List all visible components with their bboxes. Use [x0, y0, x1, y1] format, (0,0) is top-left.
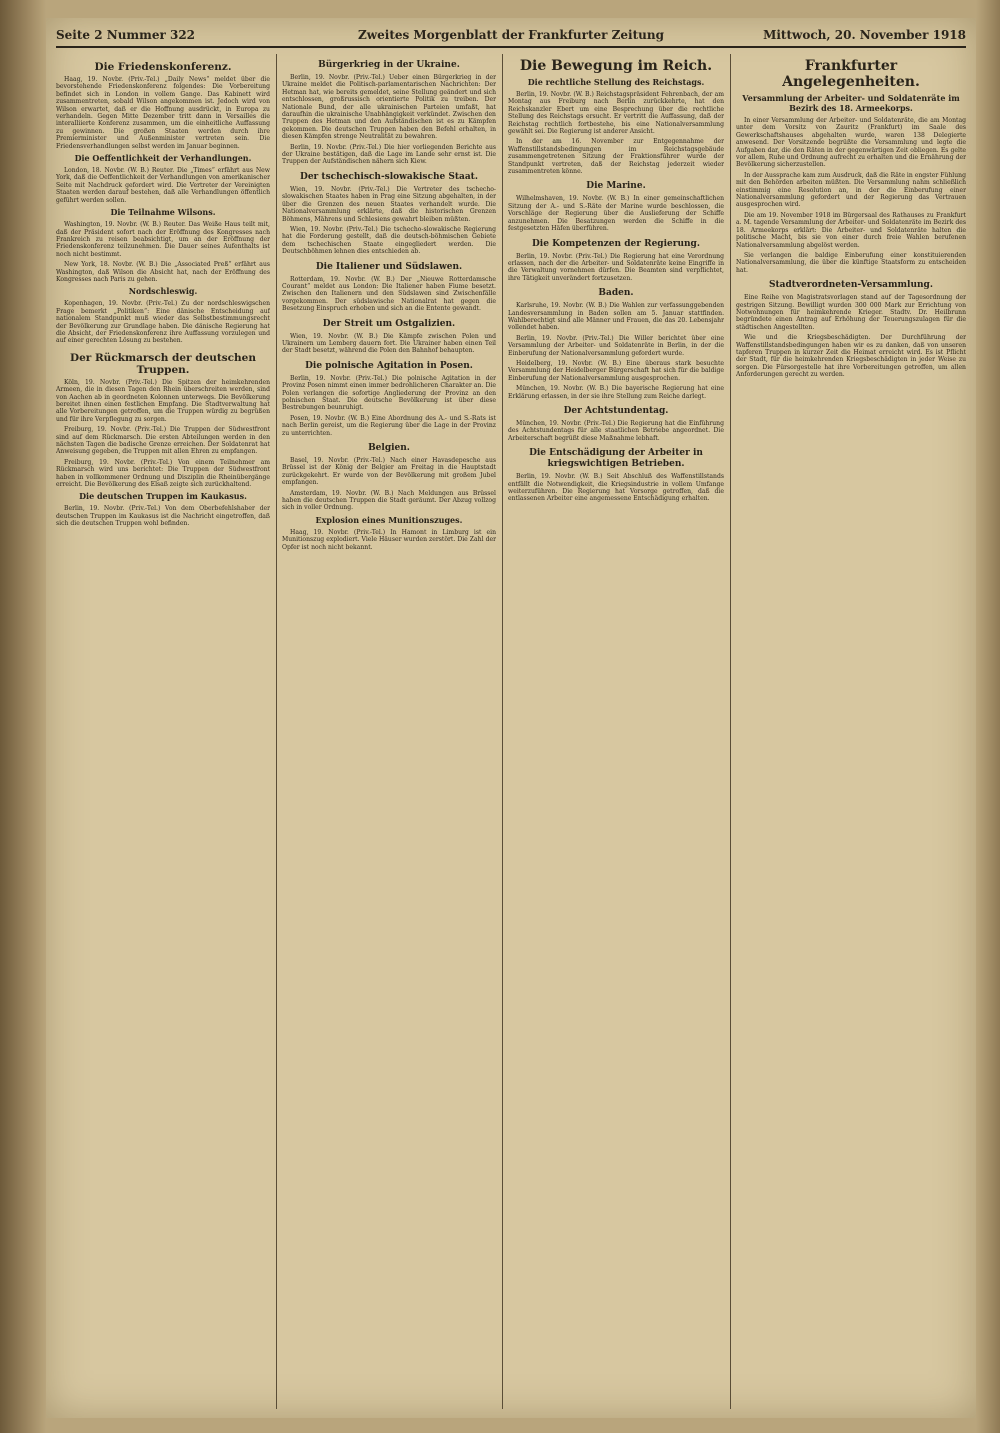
article-text: Kopenhagen, 19. Novbr. (Priv.-Tel.) Zu der nordschleswigschen Frage bemerkt „Politiken“: Eine dänische Entscheidung auf nationalem Standpunkt muß wieder das Selbstbestimmungsrecht der Bevölkerung zur Grundlage haben. Die dänische Regierung hat die Absicht, der Friedenskonferenz ihre Auffassung vorzulegen und auf einer gerechten Lösung zu bestehen.: [56, 300, 270, 345]
headline-belgien: Belgien.: [368, 443, 410, 454]
column-4: [736, 54, 966, 1409]
headline-friedenskonferenz: Die Friedenskonferenz.: [94, 61, 232, 73]
masthead: [56, 24, 966, 48]
page-number: Seite 2 Nummer 322: [56, 28, 196, 42]
newspaper-page: [46, 18, 976, 1418]
headline-italiener: Die Italiener und Südslawen.: [315, 261, 463, 272]
article-text: Eine Reihe von Magistratsvorlagen stand auf der Tagesordnung der gestrigen Sitzung. Bewilligt wurden 300 000 Mark zur Errichtung von Notwohnungen für heimkehrende Krieger. Stadtv. Dr. Heilbrunn begründete einen Antrag auf Erhöhung der Teuerungszulagen für die städtischen Angestellten.: [736, 294, 966, 331]
article-text: Basel, 19. Novbr. (Priv.-Tel.) Nach einer Havasdepesche aus Brüssel ist der König der Belgier am Freitag in die Hauptstadt zurückgekehrt. Er wurde von der Bevölkerung mit großem Jubel empfangen.: [282, 457, 496, 487]
book-binding: [0, 0, 46, 1433]
subheadline: Explosion eines Munitionszuges.: [315, 514, 463, 525]
subheadline: Die deutschen Truppen im Kaukasus.: [79, 491, 247, 502]
article-text: Berlin, 19. Novbr. (Priv.-Tel.) Die hier vorliegenden Berichte aus der Ukraine bestätigen, daß die Lage im Lande sehr ernst ist. Die Truppen der Aufständischen nähern sich Kiew.: [282, 143, 496, 166]
article-text: Die am 19. November 1918 im Bürgersaal des Rathauses zu Frankfurt a. M. tagende Versammlung der Arbeiter- und Soldatenräte im Bezirk des 18. Armeekorps erklärt: Die Arbeiter- und Soldatenräte halten die politische Macht, bis sie von einer durch freie Wahlen berufenen Nationalversammlung abgelöst werden.: [736, 211, 966, 249]
article-text: Heidelberg, 19. Novbr. (W. B.) Eine überaus stark besuchte Versammlung der Heidelberger Bürgerschaft hat sich für die baldige Einberufung der Nationalversammlung ausgesprochen.: [508, 359, 724, 382]
subheadline: Versammlung der Arbeiter- und Soldatenräte im Bezirk des 18. Armeekorps.: [742, 93, 960, 113]
article-text: Wie und die Kriegsbeschädigten. Der Durchführung der Waffenstillstandsbedingungen haben wir es zu danken, daß von unseren tapferen Truppen in kurzer Zeit die Heimat erreicht wird. Es ist Pflicht der Stadt, für die heimkehrenden Kriegsbeschädigten in jeder Weise zu sorgen. Die Fürsorgestelle hat ihre Vorbereitungen getroffen, um allen Anforderungen gerecht zu werden.: [736, 334, 966, 379]
headline-stadtverordneten: Stadtverordneten-Versammlung.: [769, 280, 933, 291]
column-1: [56, 54, 270, 1409]
headline-achtstundentag: Der Achtstundentag.: [563, 406, 669, 416]
headline-tschechoslowakei: Der tschechisch-slowakische Staat.: [300, 171, 478, 182]
page-edge: [976, 0, 1000, 1433]
column-rule: [276, 54, 277, 1409]
article-text: Berlin, 19. Novbr. (Priv.-Tel.) Ueber einen Bürgerkrieg in der Ukraine meldet die Politisch-parlamentarischen Nachrichten: Der Hetman hat, wie bereits gemeldet, seine Stellung geändert und sich entschlossen, großrussisch orientierte Politik zu treiben. Der Nationale Bund, der alle ukrainischen Parteien umfaßt, hat daraufhin die ukrainische Unabhängigkeit verkündet. Zwischen den Truppen des Hetman und den Aufständischen ist es zu Kämpfen gekommen. Die deutschen Truppen haben den Befehl erhalten, in diesen Kämpfen strenge Neutralität zu bewahren.: [282, 74, 496, 141]
article-text: Posen, 19. Novbr. (W. B.) Eine Abordnung des A.- und S.-Rats ist nach Berlin gereist, um die Regierung über die Lage in der Provinz zu unterrichten.: [282, 414, 496, 437]
headline-baden: Baden.: [598, 288, 634, 299]
headline-ukraine: Bürgerkrieg in der Ukraine.: [318, 60, 460, 70]
headline-rueckmarsch: Der Rückmarsch der deutschen Truppen.: [69, 351, 256, 376]
column-2: [282, 54, 496, 1409]
article-text: New York, 18. Novbr. (W. B.) Die „Associated Preß“ erfährt aus Washington, daß Wilson die Absicht hat, nach der Eröffnung des Kongresses nach Paris zu gehen.: [56, 261, 270, 283]
headline-entschaedigung: Die Entschädigung der Arbeiter in kriegswichtigen Betrieben.: [529, 448, 703, 470]
article-text: Washington, 19. Novbr. (W. B.) Reuter. Das Weiße Haus teilt mit, daß der Präsident sofort nach der Eröffnung des Kongresses nach Frankreich zu reisen beabsichtigt, um an der Eröffnung der Friedenskonferenz teilzunehmen. Die Dauer seines Aufenthalts ist noch nicht bestimmt.: [56, 221, 270, 258]
article-text: London, 18. Novbr. (W. B.) Reuter. Die „Times“ erfährt aus New York, daß die Oeffentlichkeit der Verhandlungen von amerikanischer Seite mit Nachdruck gefordert wird. Die Vertreter der Vereinigten Staaten werden darauf bestehen, daß alle Verhandlungen öffentlich geführt werden sollen.: [56, 167, 270, 204]
issue-date: Mittwoch, 20. November 1918: [763, 28, 966, 42]
article-text: Freiburg, 19. Novbr. (Priv.-Tel.) Die Truppen der Südwestfront sind auf dem Rückmarsch. Die ersten Abteilungen werden in den nächsten Tagen die badische Grenze erreichen. Der Soldatenrat hat Anweisung gegeben, die Truppen mit allen Ehren zu empfangen.: [56, 426, 270, 456]
article-text: Berlin, 19. Novbr. (W. B.) Seit Abschluß des Waffenstillstands entfällt die Notwendigkeit, die Kriegsindustrie in vollem Umfange weiterzuführen. Die Regierung hat Vorsorge getroffen, daß die entlassenen Arbeiter eine angemessene Entschädigung erhalten.: [508, 473, 724, 503]
article-text: Berlin, 19. Novbr. (Priv.-Tel.) Von dem Oberbefehlshaber der deutschen Truppen im Kaukasus ist die Nachricht eingetroffen, daß sich die deutschen Truppen wohl befinden.: [56, 505, 270, 528]
headline-ostgalizien: Der Streit um Ostgalizien.: [322, 318, 456, 329]
article-text: Berlin, 19. Novbr. (W. B.) Reichstagspräsident Fehrenbach, der am Montag aus Freiburg nach Berlin zurückkehrte, hat den Reichskanzler Ebert um eine Besprechung über die rechtliche Stellung des Reichstags ersucht. Er vertritt die Auffassung, daß der Reichstag rechtlich fortbestehe, bis eine Nationalversammlung gewählt sei. Die Regierung ist anderer Ansicht.: [508, 91, 724, 136]
article-text: Wien, 19. Novbr. (W. B.) Die Kämpfe zwischen Polen und Ukrainern um Lemberg dauern fort. Die Ukrainer haben einen Teil der Stadt besetzt, während die Polen den Bahnhof behaupten.: [282, 332, 496, 355]
article-text: Berlin, 19. Novbr. (Priv.-Tel.) Die polnische Agitation in der Provinz Posen nimmt einen immer bedrohlicheren Charakter an. Die Polen verlangen die sofortige Angliederung der Provinz an den polnischen Staat. Die deutsche Bevölkerung ist über diese Bestrebungen beunruhigt.: [282, 374, 496, 412]
article-text: Köln, 19. Novbr. (Priv.-Tel.) Die Spitzen der heimkehrenden Armeen, die in diesen Tagen den Rhein überschreiten werden, sind von Aachen ab in geordneten Kolonnen unterwegs. Die Bevölkerung bereitet ihnen einen festlichen Empfang. Die Stadtverwaltung hat alle Vorbereitungen getroffen, um die Truppen würdig zu begrüßen und für ihre Verpflegung zu sorgen.: [56, 378, 270, 423]
subheadline: Die rechtliche Stellung des Reichstags.: [527, 77, 705, 87]
headline-posen: Die polnische Agitation in Posen.: [305, 360, 473, 371]
headline-bewegung-im-reich: Die Bewegung im Reich.: [519, 58, 713, 74]
article-text: Wien, 19. Novbr. (Priv.-Tel.) Die Vertreter des tschecho-slowakischen Staates haben in Prag eine Sitzung abgehalten, in der über die Grenzen des neuen Staates verhandelt wurde. Die Nationalversammlung erklärte, daß die historischen Grenzen Böhmens, Mährens und Schlesiens gewahrt bleiben müßten.: [282, 185, 496, 223]
article-text: Haag, 19. Novbr. (Priv.-Tel.) „Daily News“ meldet über die bevorstehende Friedenskonferenz folgendes: Die Vorbereitung befindet sich in London in vollem Gange. Das Kabinett wird zusammentreten, sobald Wilson angekommen ist. Jedoch wird von Wilson erwartet, daß er die Hoffnung ausdrückt, in Europa zu verhandeln. Gegen Mitte Dezember tritt dann in Versailles die interalliierte Konferenz zusammen, um die einheitliche Auffassung zu gewinnen. Die großen Staaten werden durch ihre Premierminister und Außenminister vertreten sein. Die Friedensverhandlungen selbst werden im Januar beginnen.: [56, 76, 270, 150]
article-text: In einer Versammlung der Arbeiter- und Soldatenräte, die am Montag unter dem Vorsitz von Zauritz (Frankfurt) im Saale des Gewerkschaftshauses abgehalten wurde, waren 138 Delegierte anwesend. Der Vorsitzende begrüßte die Versammlung und legte die Aufgaben dar, die den Räten in der gegenwärtigen Zeit obliegen. Es gelte vor allem, Ruhe und Ordnung aufrecht zu erhalten und die Ernährung der Bevölkerung sicherzustellen.: [736, 117, 966, 169]
article-text: Sie verlangen die baldige Einberufung einer konstituierenden Nationalversammlung, die über die künftige Staatsform zu entscheiden hat.: [736, 251, 966, 274]
article-text: München, 19. Novbr. (W. B.) Die bayerische Regierung hat eine Erklärung erlassen, in der sie ihre Stellung zum Reiche darlegt.: [508, 385, 724, 400]
headline-frankfurter-angelegenheiten: Frankfurter Angelegenheiten.: [782, 58, 920, 90]
column-rule: [730, 54, 731, 1409]
article-text: Berlin, 19. Novbr. (Priv.-Tel.) Die Willer berichtet über eine Versammlung der Arbeiter- und Soldatenräte in Berlin, in der die Einberufung der Nationalversammlung gefordert wurde.: [508, 334, 724, 357]
article-text: Wien, 19. Novbr. (Priv.-Tel.) Die tschecho-slowakische Regierung hat die Forderung gestellt, daß die deutsch-böhmischen Gebiete dem tschechischen Staate eingegliedert werden. Die Deutschböhmen lehnen dies entschieden ab.: [282, 225, 496, 256]
article-text: Haag, 19. Novbr. (Priv.-Tel.) In Hamont in Limburg ist ein Munitionszug explodiert. Viele Häuser wurden zerstört. Die Zahl der Opfer ist noch nicht bekannt.: [282, 528, 496, 551]
article-text: Amsterdam, 19. Novbr. (W. B.) Nach Meldungen aus Brüssel haben die deutschen Truppen die Stadt geräumt. Der Abzug vollzog sich in voller Ordnung.: [282, 489, 496, 512]
subheadline: Die Oeffentlichkeit der Verhandlungen.: [74, 153, 252, 164]
headline-kompetenzen: Die Kompetenzen der Regierung.: [532, 238, 700, 249]
article-text: Rotterdam, 19. Novbr. (W. B.) Der „Nieuwe Rotterdamsche Courant“ meldet aus London: Die Italiener haben Fiume besetzt. Zwischen den Italienern und den Südslawen sind Zwischenfälle vorgekommen. Der südslawische Nationalrat hat gegen die Besetzung Einspruch erhoben und sich an die Entente gewandt.: [282, 275, 496, 313]
article-text: Freiburg, 19. Novbr. (Priv.-Tel.) Von einem Teilnehmer am Rückmarsch wird uns berichtet: Die Truppen der Südwestfront haben in vollkommener Ordnung und Disziplin die Rheinübergänge erreicht. Die Bevölkerung des Elsaß zeigte sich zurückhaltend.: [56, 458, 270, 489]
article-text: Karlsruhe, 19. Novbr. (W. B.) Die Wahlen zur verfassunggebenden Landesversammlung in Baden sollen am 5. Januar stattfinden. Wahlberechtigt sind alle Männer und Frauen, die das 20. Lebensjahr vollendet haben.: [508, 302, 724, 332]
newspaper-title: Zweites Morgenblatt der Frankfurter Zeitung: [358, 28, 664, 42]
article-text: München, 19. Novbr. (Priv.-Tel.) Die Regierung hat die Einführung des Achtstundentags für alle staatlichen Betriebe angeordnet. Die Arbeiterschaft begrüßt diese Maßnahme lebhaft.: [508, 420, 724, 442]
column-rule: [502, 54, 503, 1409]
article-text: Wilhelmshaven, 19. Novbr. (W. B.) In einer gemeinschaftlichen Sitzung der A.- und S.-Räte der Marine wurde beschlossen, die Vorschläge der Regierung über die Auslieferung der Schiffe anzunehmen. Die Besatzungen werden die Schiffe in die festgesetzten Häfen überführen.: [508, 195, 724, 233]
article-text: In der Aussprache kam zum Ausdruck, daß die Räte in engster Fühlung mit den Behörden arbeiten müßten. Die Versammlung nahm schließlich einstimmig eine Resolution an, in der die Einberufung einer Nationalversammlung gefordert und der Regierung das Vertrauen ausgesprochen wird.: [736, 171, 966, 209]
column-3: [508, 54, 724, 1409]
article-text: In der am 16. November zur Entgegennahme der Waffenstillstandsbedingungen im Reichstagsgebäude zusammengetretenen Sitzung der Fraktionsführer wurde der Standpunkt vertreten, daß der Reichstag jederzeit wieder zusammentreten könne.: [508, 138, 724, 176]
article-text: Berlin, 19. Novbr. (Priv.-Tel.) Die Regierung hat eine Verordnung erlassen, nach der die Arbeiter- und Soldatenräte keine Eingriffe in die Verwaltung vornehmen dürfen. Die Beamten sind verpflichtet, ihre Tätigkeit unverändert fortzusetzen.: [508, 252, 724, 282]
subheadline: Nordschleswig.: [128, 286, 198, 297]
headline-marine: Die Marine.: [586, 181, 646, 192]
subheadline: Die Teilnahme Wilsons.: [110, 207, 216, 218]
